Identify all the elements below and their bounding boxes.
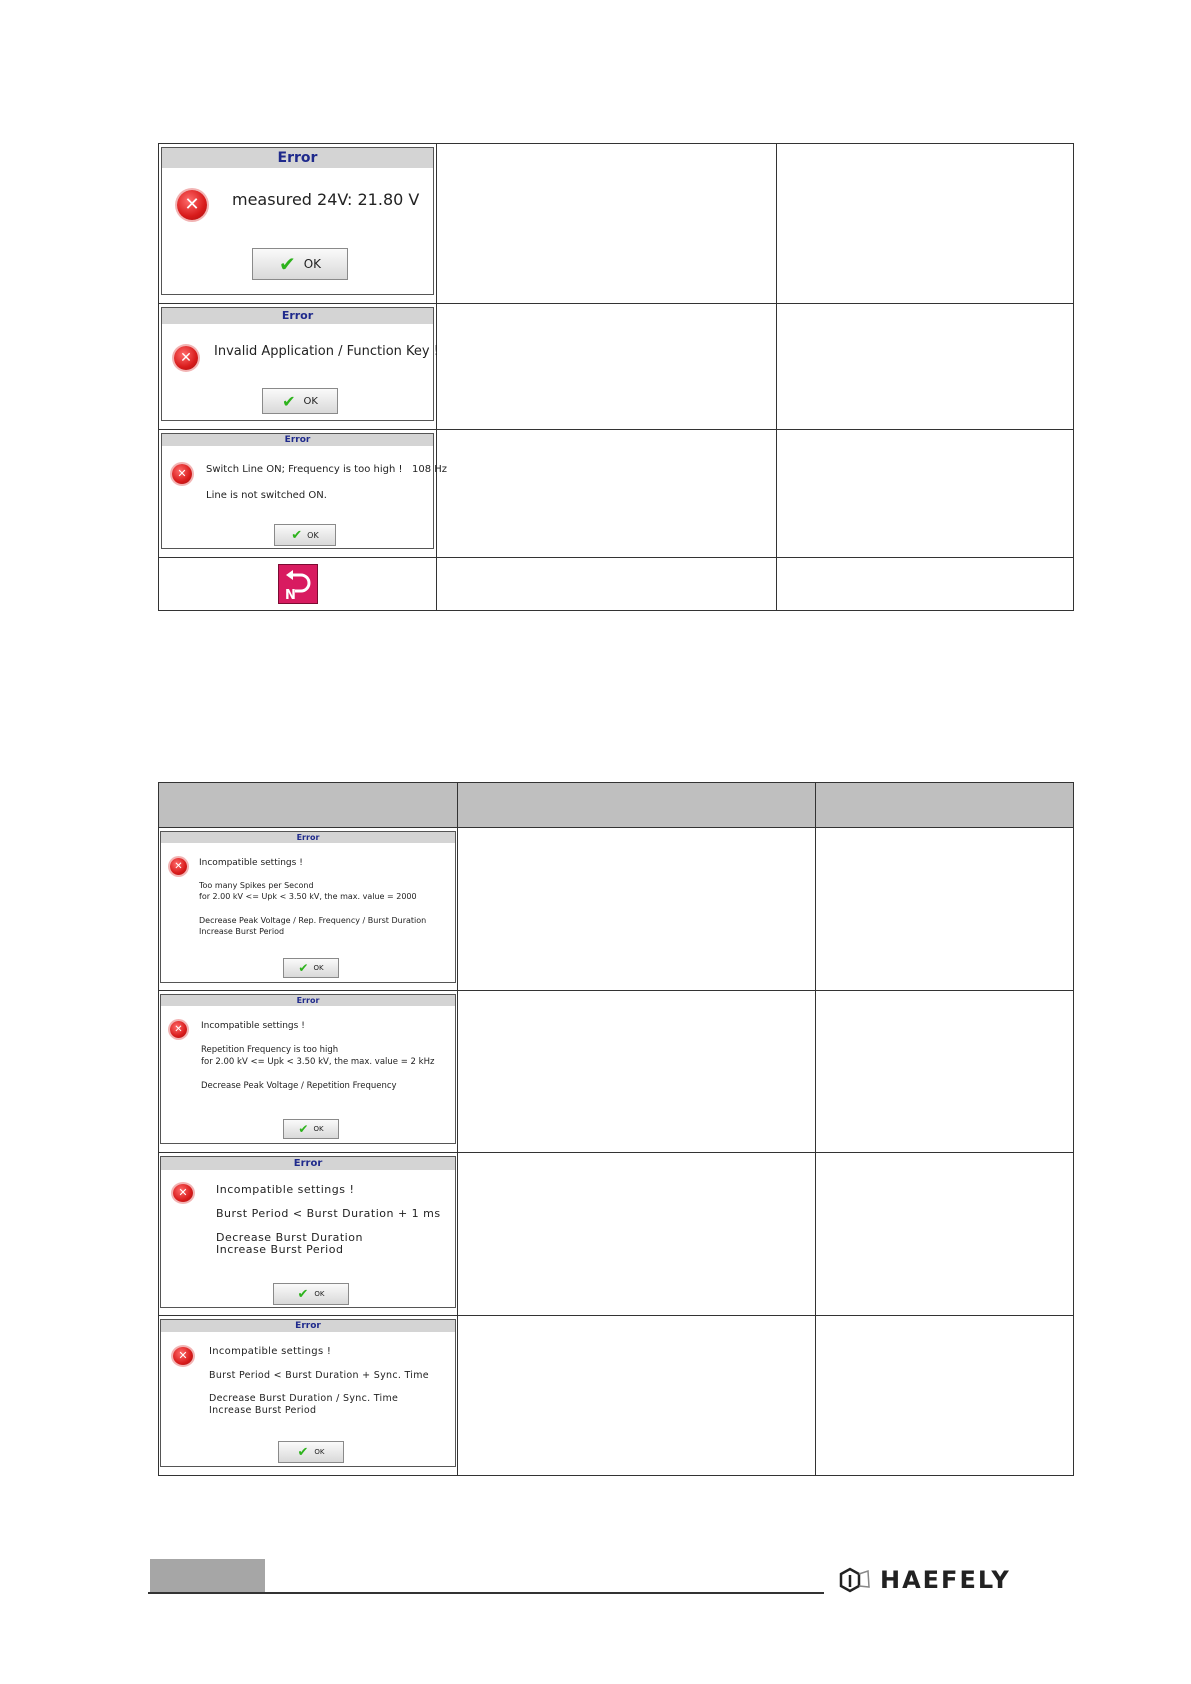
dialog-title: Error [162, 434, 433, 446]
remedy-cell [777, 558, 1074, 611]
dialog-cell [159, 144, 437, 304]
dialog-title: Error [161, 1157, 455, 1170]
dialog-cell [159, 828, 458, 991]
haefely-logo [838, 1566, 1011, 1594]
dialog-message: Incompatible settings ! [209, 1346, 332, 1357]
dialog-message: Too many Spikes per Second [199, 881, 314, 890]
ok-button[interactable] [252, 248, 348, 280]
error-dialog [160, 1319, 456, 1467]
error-icon: ✕ [172, 464, 192, 484]
dialog-message: Incompatible settings ! [199, 858, 303, 868]
dialog-cell [159, 304, 437, 430]
column-header [458, 783, 816, 828]
error-dialog [160, 831, 456, 983]
description-cell [458, 1153, 816, 1316]
error-dialog [160, 1156, 456, 1308]
table-row [159, 430, 1074, 558]
error-icon: ✕ [174, 346, 198, 370]
ok-label: OK [303, 395, 318, 407]
ok-button[interactable] [273, 1283, 349, 1305]
checkmark-icon: ✔ [298, 1122, 309, 1136]
table-row [159, 1153, 1074, 1316]
description-cell [437, 430, 777, 558]
dialog-message: Line is not switched ON. [206, 490, 327, 501]
ok-button[interactable] [274, 524, 336, 546]
dialog-message: Repetition Frequency is too high [201, 1045, 339, 1055]
return-arrow-icon [279, 565, 317, 603]
description-cell [458, 1316, 816, 1476]
dialog-message: Increase Burst Period [199, 927, 285, 936]
error-icon: ✕ [177, 190, 207, 220]
table-row [159, 304, 1074, 430]
checkmark-icon: ✔ [297, 1444, 309, 1460]
ok-label: OK [313, 1125, 324, 1133]
description-cell [437, 558, 777, 611]
remedy-cell [816, 991, 1074, 1153]
remedy-cell [816, 1316, 1074, 1476]
dialog-message: Invalid Application / Function Key ! [214, 344, 439, 359]
dialog-message: Increase Burst Period [209, 1405, 317, 1416]
error-dialog [161, 307, 439, 421]
dialog-message: Incompatible settings ! [216, 1183, 355, 1196]
table-row [159, 1316, 1074, 1476]
dialog-message: Decrease Peak Voltage / Repetition Frequency [201, 1081, 397, 1091]
dialog-cell [159, 430, 448, 558]
dialog-message: Switch Line ON; Frequency is too high ! 108 Hz [206, 464, 448, 475]
dialog-message: Decrease Burst Duration / Sync. Time [209, 1393, 399, 1404]
table-row [159, 991, 1074, 1153]
remedy-cell [777, 304, 1074, 430]
error-table-1 [158, 143, 1074, 611]
checkmark-icon: ✔ [297, 1286, 309, 1302]
ok-button[interactable] [283, 958, 339, 978]
dialog-cell [159, 1153, 458, 1316]
error-dialog [161, 147, 434, 295]
table-row [159, 558, 1074, 611]
ok-label: OK [314, 1448, 325, 1456]
dialog-title: Error [161, 832, 455, 843]
dialog-title: Error [161, 1320, 455, 1332]
remedy-cell [816, 1153, 1074, 1316]
ok-button[interactable] [262, 388, 338, 414]
remedy-cell [777, 430, 1074, 558]
error-icon: ✕ [173, 1347, 193, 1365]
dialog-message: Increase Burst Period [216, 1243, 344, 1256]
checkmark-icon: ✔ [278, 252, 296, 276]
description-cell [437, 304, 777, 430]
checkmark-icon: ✔ [291, 527, 303, 543]
remedy-cell [777, 144, 1074, 304]
dialog-title: Error [162, 308, 433, 324]
column-header [816, 783, 1074, 828]
ok-label: OK [314, 1290, 325, 1298]
error-table-2 [158, 782, 1074, 1476]
dialog-title: Error [161, 995, 455, 1006]
dialog-message: Decrease Burst Duration [216, 1231, 363, 1244]
table-header-row [159, 783, 1074, 828]
haefely-logo-icon [838, 1567, 872, 1593]
description-cell [458, 828, 816, 991]
dialog-message: Burst Period < Burst Duration + Sync. Time [209, 1370, 429, 1381]
error-icon: ✕ [170, 1021, 187, 1038]
ok-button[interactable] [278, 1441, 344, 1463]
return-to-normal-icon [278, 564, 318, 604]
error-dialog [160, 994, 456, 1144]
dialog-message: Decrease Peak Voltage / Rep. Frequency / Burst Duration [199, 916, 427, 925]
dialog-message: Burst Period < Burst Duration + 1 ms [216, 1207, 441, 1220]
table-row [159, 144, 1074, 304]
dialog-message: measured 24V: 21.80 V [232, 190, 420, 209]
dialog-message: for 2.00 kV <= Upk < 3.50 kV, the max. value = 2000 [199, 892, 417, 901]
description-cell [458, 991, 816, 1153]
dialog-cell [159, 991, 458, 1153]
footer-page-tab [150, 1559, 265, 1592]
ok-label: OK [313, 964, 324, 972]
icon-letter: N [284, 588, 296, 603]
footer-rule [148, 1592, 824, 1594]
ok-button[interactable] [283, 1119, 339, 1139]
dialog-title: Error [162, 148, 433, 168]
column-header [159, 783, 458, 828]
ok-label: OK [303, 257, 322, 271]
dialog-message: for 2.00 kV <= Upk < 3.50 kV, the max. value = 2 kHz [201, 1057, 435, 1067]
description-cell [437, 144, 777, 304]
dialog-cell [159, 1316, 458, 1476]
error-icon: ✕ [170, 858, 187, 875]
logo-text: HAEFELY [880, 1566, 1011, 1594]
error-dialog [161, 433, 448, 549]
checkmark-icon: ✔ [282, 391, 296, 411]
remedy-cell [816, 828, 1074, 991]
icon-cell [159, 558, 437, 611]
ok-label: OK [307, 530, 319, 540]
checkmark-icon: ✔ [298, 961, 309, 975]
table-row [159, 828, 1074, 991]
dialog-message: Incompatible settings ! [201, 1021, 305, 1031]
error-icon: ✕ [173, 1184, 193, 1202]
